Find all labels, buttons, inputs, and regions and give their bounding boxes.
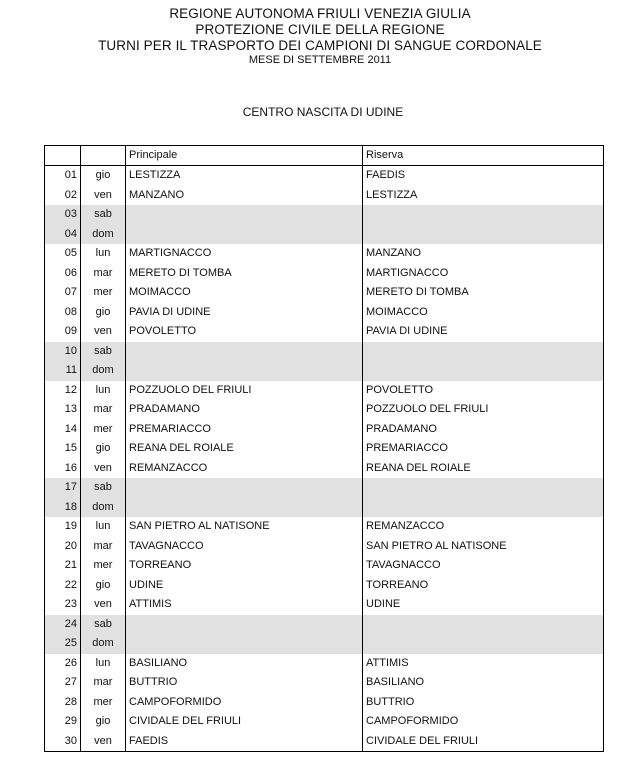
riserva-cell: PREMARIACCO: [363, 439, 604, 459]
principale-cell: POVOLETTO: [126, 322, 363, 342]
table-row: [45, 712, 604, 732]
riserva-cell: REMANZACCO: [363, 517, 604, 537]
weekday-cell: dom: [81, 361, 126, 381]
principale-cell: BASILIANO: [126, 654, 363, 674]
riserva-cell: [363, 498, 604, 518]
table-row: [45, 225, 604, 245]
weekday-cell: lun: [81, 381, 126, 401]
riserva-cell: [363, 478, 604, 498]
principale-cell: MERETO DI TOMBA: [126, 264, 363, 284]
weekday-cell: mar: [81, 673, 126, 693]
principale-cell: [126, 478, 363, 498]
table-row: [45, 186, 604, 206]
table-row: [45, 615, 604, 635]
day-cell: 16: [45, 459, 81, 479]
day-cell: 01: [45, 166, 81, 186]
weekday-cell: lun: [81, 244, 126, 264]
principale-cell: REMANZACCO: [126, 459, 363, 479]
riserva-cell: PRADAMANO: [363, 420, 604, 440]
principale-cell: REANA DEL ROIALE: [126, 439, 363, 459]
weekday-cell: sab: [81, 615, 126, 635]
riserva-cell: [363, 361, 604, 381]
principale-cell: MARTIGNACCO: [126, 244, 363, 264]
riserva-cell: MANZANO: [363, 244, 604, 264]
riserva-cell: TORREANO: [363, 576, 604, 596]
day-cell: 21: [45, 556, 81, 576]
weekday-cell: mer: [81, 693, 126, 713]
day-cell: 17: [45, 478, 81, 498]
weekday-cell: gio: [81, 439, 126, 459]
day-cell: 30: [45, 732, 81, 752]
weekday-cell: mar: [81, 400, 126, 420]
principale-cell: MANZANO: [126, 186, 363, 206]
day-cell: 27: [45, 673, 81, 693]
principale-cell: PRADAMANO: [126, 400, 363, 420]
principale-cell: [126, 361, 363, 381]
weekday-cell: mer: [81, 283, 126, 303]
day-cell: 28: [45, 693, 81, 713]
table-row: [45, 205, 604, 225]
day-cell: 14: [45, 420, 81, 440]
principale-cell: SAN PIETRO AL NATISONE: [126, 517, 363, 537]
riserva-cell: CIVIDALE DEL FRIULI: [363, 732, 604, 752]
region-title: REGIONE AUTONOMA FRIULI VENEZIA GIULIA: [169, 6, 471, 21]
riserva-cell: POVOLETTO: [363, 381, 604, 401]
riserva-cell: [363, 342, 604, 362]
weekday-cell: mer: [81, 556, 126, 576]
riserva-cell: MARTIGNACCO: [363, 264, 604, 284]
table-row: [45, 537, 604, 557]
table-row: [45, 283, 604, 303]
weekday-cell: dom: [81, 634, 126, 654]
table-row: [45, 361, 604, 381]
weekday-cell: mar: [81, 537, 126, 557]
weekday-cell: dom: [81, 498, 126, 518]
table-body: [45, 166, 604, 752]
riserva-cell: ATTIMIS: [363, 654, 604, 674]
day-cell: 09: [45, 322, 81, 342]
table-row: [45, 342, 604, 362]
table-row: [45, 264, 604, 284]
table-row: [45, 459, 604, 479]
day-cell: 03: [45, 205, 81, 225]
riserva-cell: CAMPOFORMIDO: [363, 712, 604, 732]
weekday-cell: mer: [81, 420, 126, 440]
principale-cell: TAVAGNACCO: [126, 537, 363, 557]
document-header: [0, 6, 640, 67]
principale-cell: PREMARIACCO: [126, 420, 363, 440]
day-cell: 04: [45, 225, 81, 245]
table-row: [45, 673, 604, 693]
table-row: [45, 576, 604, 596]
principale-cell: UDINE: [126, 576, 363, 596]
table-row: [45, 654, 604, 674]
day-cell: 06: [45, 264, 81, 284]
principale-cell: FAEDIS: [126, 732, 363, 752]
riserva-cell: MERETO DI TOMBA: [363, 283, 604, 303]
riserva-cell: BUTTRIO: [363, 693, 604, 713]
table-row: [45, 322, 604, 342]
weekday-cell: gio: [81, 576, 126, 596]
table-row: [45, 634, 604, 654]
principale-cell: POZZUOLO DEL FRIULI: [126, 381, 363, 401]
principale-cell: MOIMACCO: [126, 283, 363, 303]
day-cell: 20: [45, 537, 81, 557]
table-row: [45, 732, 604, 752]
riserva-cell: MOIMACCO: [363, 303, 604, 323]
weekday-cell: ven: [81, 459, 126, 479]
principale-cell: [126, 342, 363, 362]
principale-cell: LESTIZZA: [126, 166, 363, 186]
table-row: [45, 439, 604, 459]
day-cell: 12: [45, 381, 81, 401]
weekday-cell: dom: [81, 225, 126, 245]
table-header-row: [45, 146, 604, 166]
day-cell: 07: [45, 283, 81, 303]
table-row: [45, 400, 604, 420]
table-row: [45, 420, 604, 440]
table-row: [45, 595, 604, 615]
principale-cell: CIVIDALE DEL FRIULI: [126, 712, 363, 732]
weekday-cell: ven: [81, 322, 126, 342]
day-cell: 05: [45, 244, 81, 264]
riserva-cell: FAEDIS: [363, 166, 604, 186]
weekday-cell: mar: [81, 264, 126, 284]
day-cell: 08: [45, 303, 81, 323]
riserva-cell: BASILIANO: [363, 673, 604, 693]
col-header-day: [45, 146, 81, 166]
weekday-cell: lun: [81, 654, 126, 674]
day-cell: 11: [45, 361, 81, 381]
weekday-cell: ven: [81, 595, 126, 615]
table-row: [45, 517, 604, 537]
weekday-cell: gio: [81, 712, 126, 732]
riserva-cell: POZZUOLO DEL FRIULI: [363, 400, 604, 420]
day-cell: 24: [45, 615, 81, 635]
day-cell: 02: [45, 186, 81, 206]
weekday-cell: ven: [81, 732, 126, 752]
principale-cell: [126, 498, 363, 518]
day-cell: 19: [45, 517, 81, 537]
table-row: [45, 478, 604, 498]
day-cell: 13: [45, 400, 81, 420]
weekday-cell: sab: [81, 342, 126, 362]
col-header-riserva: Riserva: [363, 146, 604, 166]
table-row: [45, 498, 604, 518]
day-cell: 29: [45, 712, 81, 732]
principale-cell: ATTIMIS: [126, 595, 363, 615]
riserva-cell: [363, 205, 604, 225]
weekday-cell: sab: [81, 205, 126, 225]
col-header-weekday: [81, 146, 126, 166]
principale-cell: CAMPOFORMIDO: [126, 693, 363, 713]
table-row: [45, 303, 604, 323]
riserva-cell: [363, 225, 604, 245]
table-row: [45, 166, 604, 186]
department-title: PROTEZIONE CIVILE DELLA REGIONE: [195, 22, 445, 37]
day-cell: 23: [45, 595, 81, 615]
weekday-cell: gio: [81, 303, 126, 323]
riserva-cell: [363, 615, 604, 635]
principale-cell: [126, 225, 363, 245]
table-row: [45, 556, 604, 576]
weekday-cell: ven: [81, 186, 126, 206]
weekday-cell: gio: [81, 166, 126, 186]
riserva-cell: PAVIA DI UDINE: [363, 322, 604, 342]
day-cell: 18: [45, 498, 81, 518]
month-title: MESE DI SETTEMBRE 2011: [248, 54, 392, 66]
principale-cell: [126, 205, 363, 225]
table-row: [45, 244, 604, 264]
riserva-cell: REANA DEL ROIALE: [363, 459, 604, 479]
principale-cell: PAVIA DI UDINE: [126, 303, 363, 323]
schedule-table: [44, 145, 604, 752]
day-cell: 22: [45, 576, 81, 596]
day-cell: 10: [45, 342, 81, 362]
schedule-title: TURNI PER IL TRASPORTO DEI CAMPIONI DI SANGUE CORDONALE: [98, 38, 542, 53]
principale-cell: [126, 634, 363, 654]
birth-center-title: CENTRO NASCITA DI UDINE: [242, 105, 404, 119]
riserva-cell: SAN PIETRO AL NATISONE: [363, 537, 604, 557]
riserva-cell: LESTIZZA: [363, 186, 604, 206]
riserva-cell: TAVAGNACCO: [363, 556, 604, 576]
principale-cell: [126, 615, 363, 635]
riserva-cell: UDINE: [363, 595, 604, 615]
col-header-principale: Principale: [126, 146, 363, 166]
day-cell: 25: [45, 634, 81, 654]
table-row: [45, 381, 604, 401]
day-cell: 26: [45, 654, 81, 674]
principale-cell: BUTTRIO: [126, 673, 363, 693]
day-cell: 15: [45, 439, 81, 459]
table-row: [45, 693, 604, 713]
principale-cell: TORREANO: [126, 556, 363, 576]
weekday-cell: sab: [81, 478, 126, 498]
riserva-cell: [363, 634, 604, 654]
weekday-cell: lun: [81, 517, 126, 537]
